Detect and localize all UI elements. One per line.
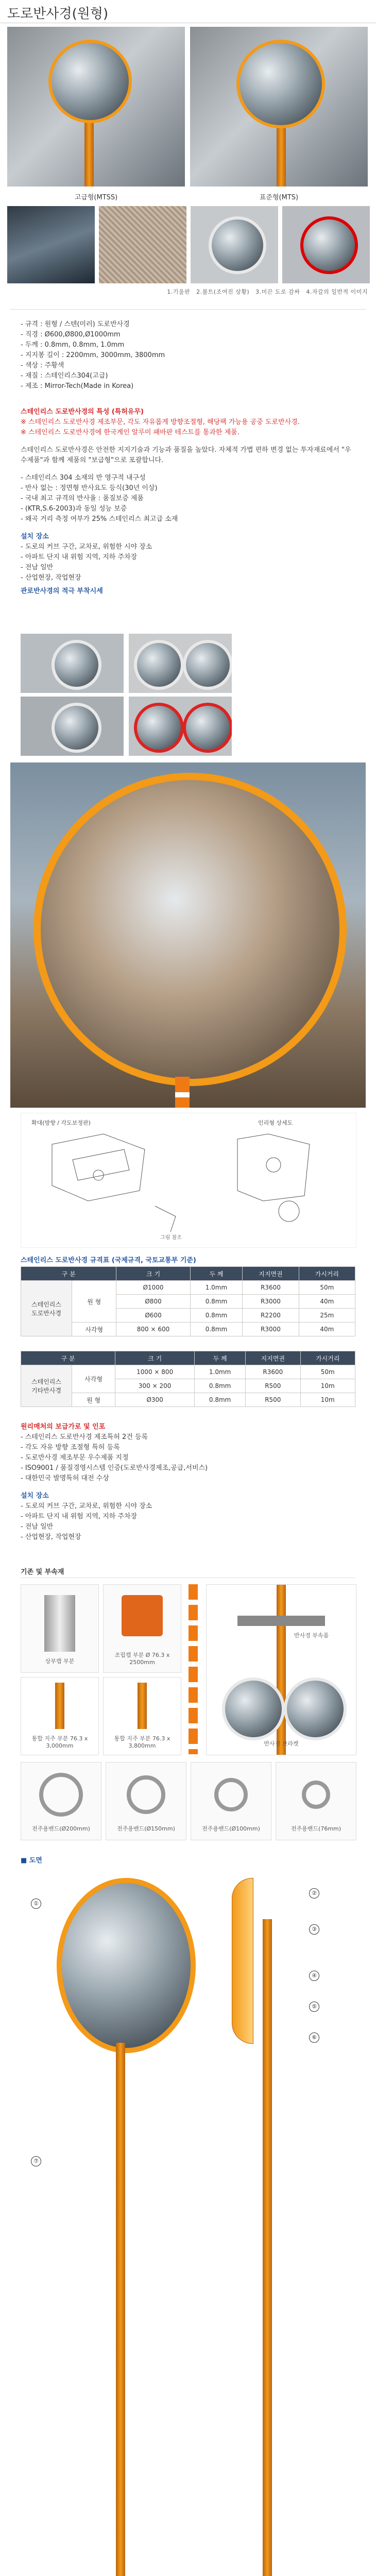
table-header: 두 께 (190, 1267, 243, 1281)
technical-drawing (21, 1113, 356, 1248)
part-mirror (284, 1677, 347, 1740)
table-cell: R500 (246, 1393, 300, 1407)
feature-bullet: - 왜곡 거리 측정 여부가 25% 스테인리스 최고급 소재 (21, 515, 178, 523)
table-cell: 1.0mm (190, 1281, 243, 1295)
table-cell: R3000 (243, 1323, 299, 1336)
big-mirror-photo (10, 762, 366, 1108)
diagram-pole-side (263, 1919, 272, 2576)
part-image (138, 1683, 147, 1729)
table-cell: R3600 (243, 1281, 299, 1295)
mirror (209, 216, 266, 274)
part-mirror (222, 1677, 285, 1740)
part-image (55, 1683, 64, 1729)
part-caption: 전주용밴드(Ø100mm) (202, 1825, 260, 1832)
table-cell: 40m (299, 1323, 355, 1336)
part-card (21, 1762, 101, 1840)
table-cell: 1000 × 800 (115, 1365, 195, 1379)
band-image (302, 1781, 330, 1809)
part-image (277, 1585, 286, 1755)
notes-item: - ISO9001 / 품질경영시스템 인증(도로반사경제조,공급,서비스) (21, 1464, 208, 1472)
mirror (134, 703, 184, 753)
install-photo-4 (129, 697, 232, 756)
notes-install-heading: 설치 장소 (21, 1492, 49, 1500)
band-image (214, 1778, 248, 1811)
diagram-label-5: ⑤ (309, 2002, 319, 2012)
spec-table-2 (21, 1351, 355, 1407)
part-caption: 전주용밴드(Ø200mm) (32, 1825, 90, 1832)
diagram-mirror-front (57, 1878, 196, 2053)
feature-paragraph: 스테인리스 도로반사경은 안전한 지지기술과 기능과 품질을 높았다. 자체적 가볍 편하 변경 없는 투자재료에서 "우수제품"과 함께 제품의 "보급형"으로 포괄합니다. (21, 446, 351, 464)
spec-list (21, 319, 355, 392)
spec-item: - 두께 : 0.8mm, 0.8mm, 1.0mm (21, 341, 125, 349)
mirror (183, 703, 232, 753)
band-image (127, 1775, 165, 1814)
diagram-label-2: ② (309, 1888, 319, 1899)
table-cell: 0.8mm (195, 1393, 246, 1407)
table-row (21, 1365, 355, 1379)
table-header: 가시거리 (299, 1267, 355, 1281)
part-card (21, 1584, 99, 1673)
feature-red-line: ※ 스테인리스 도로반사경에 한국계인 알루미 패바판 테스트를 통과한 제품. (21, 429, 240, 436)
table-cell: 10m (300, 1379, 355, 1393)
feature-heading: 스테인리스 도로반사경의 특성 (특허유무) (21, 408, 144, 416)
install-photo-1 (21, 634, 124, 693)
feature-block (21, 407, 355, 597)
table-cell: R500 (246, 1379, 300, 1393)
table-cell: 0.8mm (195, 1379, 246, 1393)
spec-item: - 직경 : Ø600,Ø800,Ø1000mm (21, 331, 121, 338)
notes-item: - 대한민국 발명특허 대전 수상 (21, 1475, 109, 1482)
diagram-label-7: ⑦ (31, 2156, 41, 2166)
thumb-photo-1 (7, 206, 95, 283)
notes-install-item: - 아파트 단지 내 위험 지역, 지하 주차장 (21, 1513, 138, 1520)
part-caption: 전주용밴드(76mm) (290, 1825, 341, 1832)
divider (10, 309, 366, 310)
part-caption: 상부캡 부분 (45, 1658, 75, 1665)
diagram (21, 1868, 355, 2576)
feature-red-line: ※ 스테인리스 도로반사경 제조부문, 각도 자유롭게 방향조절형, 해당팩 가능용 공중 도로반사경. (21, 418, 300, 426)
thumb-captions (7, 287, 368, 296)
part-card (185, 1584, 201, 1754)
table-header: 구 분 (21, 1351, 115, 1365)
table-cell: 300 × 200 (115, 1379, 195, 1393)
table-row (21, 1281, 355, 1295)
part-card (103, 1677, 181, 1755)
part-bracket (237, 1616, 325, 1626)
part-card (106, 1762, 186, 1840)
spec-table-1 (21, 1266, 355, 1336)
feature-bullet: - (KTR,S.6-2003)과 동일 성능 보증 (21, 505, 127, 513)
part-caption: 통합 지주 부분 76.3 x 3,800mm (114, 1735, 170, 1749)
diagram-label-1: ① (31, 1899, 41, 1909)
table-cell: Ø300 (115, 1393, 195, 1407)
band-image (39, 1773, 83, 1817)
mirror (52, 703, 101, 753)
spec-item: - 색상 : 주황색 (21, 362, 64, 369)
table-header: 가시거리 (300, 1351, 355, 1365)
part-caption: 전주용밴드(Ø150mm) (117, 1825, 175, 1832)
spec-item: - 지지봉 길이 : 2200mm, 3000mm, 3800mm (21, 351, 165, 359)
title-bar (0, 0, 376, 23)
bracket-plate (73, 1149, 129, 1180)
thumb-caption-3: 3.미끈 도로 감싸 (255, 289, 300, 295)
installation-item: - 도로의 커브 구간, 교차로, 위험한 시야 장소 (21, 543, 152, 551)
installation-item: - 전남 일반 (21, 564, 54, 571)
table-header: 크 기 (115, 1351, 195, 1365)
part-card (191, 1762, 271, 1840)
table-cell: 800 × 600 (116, 1323, 190, 1336)
spec-item: - 재질 : 스테인리스304(고급) (21, 372, 108, 380)
mirror (236, 40, 325, 128)
mirror (134, 640, 184, 690)
spec-item: - 제조 : Mirror-Tech(Made in Korea) (21, 382, 134, 390)
mirror (48, 40, 132, 123)
table-cell-sub: 원 형 (72, 1281, 116, 1323)
hero-caption-standard: 표준형(MTS) (259, 194, 299, 201)
installation-sub-heading: 관로반사경의 적극 부착시세 (21, 587, 103, 595)
hero-caption-premium: 고급형(MTSS) (74, 194, 118, 201)
part-caption: 통합 지주 부분 76.3 x 3,000mm (31, 1735, 88, 1749)
table1-heading: 스테인리스 도로반사경 규격표 (국제규격, 국토교통부 기준) (21, 1257, 196, 1264)
table-cell-sub: 사각형 (72, 1365, 115, 1393)
big-mirror (33, 773, 347, 1086)
part-caption: 반사경 부속품 (294, 1632, 329, 1639)
table-cell-group: 스테인리스 기타반사경 (21, 1365, 72, 1407)
notes-block (21, 1422, 355, 1543)
notes-item: - 도로반사경 제조부문 우수제품 지정 (21, 1454, 129, 1462)
bracket-outline (52, 1134, 145, 1201)
mirror (52, 640, 101, 690)
diagram-label-4: ④ (309, 1971, 319, 1981)
table-header: 구 분 (21, 1267, 116, 1281)
table-cell: 50m (299, 1281, 355, 1295)
table-header: 크 기 (116, 1267, 190, 1281)
page-title: 도로반사경(원형) (7, 6, 109, 22)
part-card (103, 1584, 181, 1673)
hero-photo-premium (7, 27, 185, 187)
install-photo-3 (21, 697, 124, 756)
table-header: 지지면권 (246, 1351, 300, 1365)
diagram-pole-front (116, 2043, 125, 2576)
table-header-row (21, 1267, 355, 1281)
thumb-photo-2 (99, 206, 186, 283)
part-card (276, 1762, 356, 1840)
diagram-heading: ■ 도면 (21, 1857, 42, 1865)
fixing-detail (155, 1206, 176, 1232)
detail-outline (237, 1134, 310, 1201)
part-image (122, 1595, 163, 1636)
table-cell-sub: 사각형 (72, 1323, 116, 1336)
drawing-svg (21, 1113, 356, 1242)
notes-install-item: - 산업현장, 작업현장 (21, 1533, 81, 1541)
thumb-photo-4 (282, 206, 370, 283)
notes-item: - 스테인리스 도로반사경 제조특허 2건 등록 (21, 1433, 148, 1441)
part-image (189, 1584, 198, 1754)
part-card (206, 1584, 356, 1755)
notes-install-item: - 전남 일반 (21, 1523, 54, 1531)
feature-bullet: - 반사 없는 : 정면형 반사요도 등식(30년 이상) (21, 484, 158, 492)
table-cell-sub: 원 형 (72, 1393, 115, 1407)
table-cell: R3600 (246, 1365, 300, 1379)
table-cell: 0.8mm (190, 1295, 243, 1309)
drawing-note: 그림 참조 (160, 1235, 182, 1241)
detail-circle (266, 1158, 281, 1172)
feature-bullet: - 스테인리스 304 소재의 반 영구적 내구성 (21, 474, 146, 482)
mirror (183, 640, 232, 690)
table-cell: 0.8mm (190, 1323, 243, 1336)
diagram-mirror-side (232, 1878, 253, 2044)
thumb-photo-3 (191, 206, 278, 283)
thumb-caption-1: 1.기울판 (167, 289, 191, 295)
table-header: 지지면권 (243, 1267, 299, 1281)
installation-item: - 아파트 단지 내 위험 지역, 지하 주차장 (21, 553, 138, 561)
installation-item: - 산업현장, 작업현장 (21, 574, 81, 582)
table-header-row (21, 1351, 355, 1365)
notes-install-item: - 도로의 커브 구간, 교차로, 위험한 시야 장소 (21, 1502, 152, 1510)
part-caption: 조립캡 부분 Ø 76.3 x 2500mm (114, 1652, 170, 1666)
install-photo-2 (129, 634, 232, 693)
part-card (21, 1677, 99, 1755)
detail-circle-lower (279, 1201, 299, 1222)
table-cell: R3000 (243, 1295, 299, 1309)
table-cell: 10m (300, 1393, 355, 1407)
installation-heading: 설치 장소 (21, 533, 49, 540)
drawing-right-label: 인리형 상세도 (258, 1120, 293, 1126)
feature-bullet: - 국내 최고 규격의 반사율 : 품질보증 제품 (21, 495, 144, 502)
part-caption: 반사경 브라켓 (264, 1740, 299, 1747)
mirror (300, 216, 358, 274)
table-cell: 0.8mm (190, 1309, 243, 1323)
hero-photo-standard (190, 27, 368, 187)
parts-heading: 기존 및 부속재 (21, 1568, 64, 1576)
table-header: 두 께 (195, 1351, 246, 1365)
table-cell: R2200 (243, 1309, 299, 1323)
drawing-left-label: 확대(방향 / 각도보정판) (31, 1120, 91, 1126)
spec-item: - 규격 : 원형 / 스텐(미러) 도로반사경 (21, 320, 130, 328)
table-cell: 40m (299, 1295, 355, 1309)
table-cell-group: 스테인리스 도로반사경 (21, 1281, 72, 1336)
table-cell: Ø800 (116, 1295, 190, 1309)
thumb-caption-4: 4.자갈의 일반적 이미지 (306, 289, 368, 295)
table-cell: 25m (299, 1309, 355, 1323)
bolt-circle (93, 1170, 104, 1180)
thumb-caption-2: 2.볼트(조여진 상황) (196, 289, 250, 295)
notes-item: - 각도 자유 방향 조절형 특허 등록 (21, 1444, 120, 1451)
diagram-label-3: ③ (309, 1924, 319, 1935)
table-cell: Ø600 (116, 1309, 190, 1323)
table-cell: Ø1000 (116, 1281, 190, 1295)
table-cell: 1.0mm (195, 1365, 246, 1379)
diagram-label-6: ⑥ (309, 2032, 319, 2043)
notes-heading: 원리매처의 보급가로 및 인포 (21, 1423, 106, 1431)
part-image (44, 1595, 75, 1652)
big-mirror-pole (175, 1077, 190, 1108)
table-cell: 50m (300, 1365, 355, 1379)
